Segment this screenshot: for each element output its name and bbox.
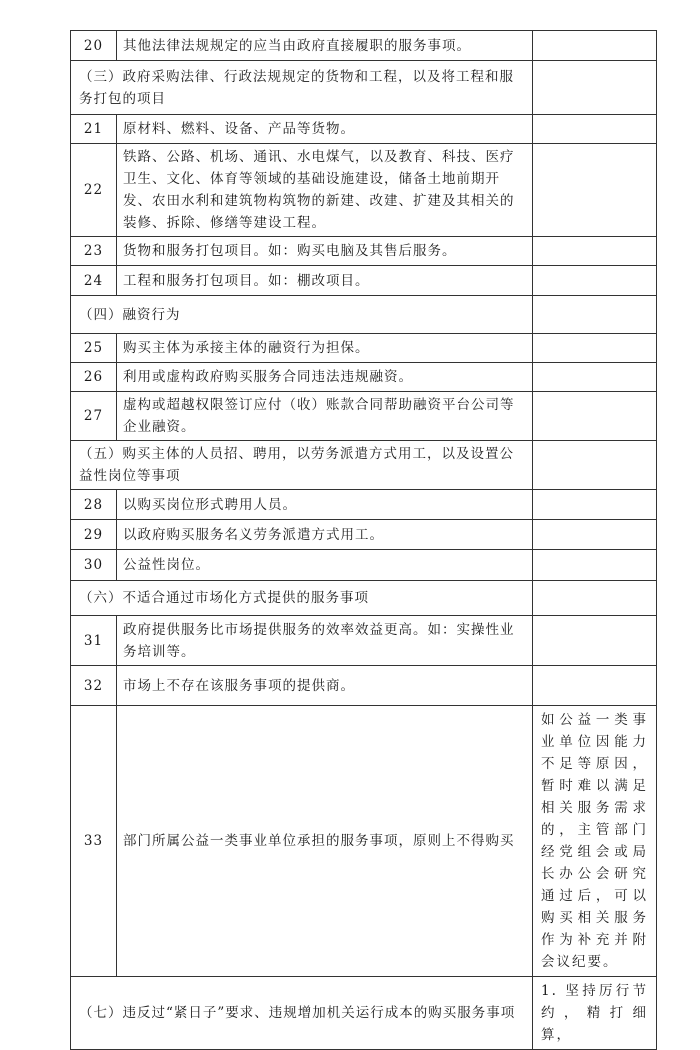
row-text: 公益性岗位。 [117,550,533,581]
section-heading: （三）政府采购法律、行政法规规定的货物和工程，以及将工程和服务打包的项目 [71,61,533,115]
row-number: 24 [71,266,117,296]
row-text: 购买主体为承接主体的融资行为担保。 [117,334,533,363]
section-row [71,581,657,616]
table-row [71,666,657,706]
table-row [71,115,657,144]
row-text: 虚构或超越权限签订应付（收）账款合同帮助融资平台公司等企业融资。 [117,392,533,441]
row-note [533,550,657,581]
row-note [533,115,657,144]
table-row [71,520,657,550]
row-note [533,334,657,363]
row-number: 26 [71,363,117,392]
row-text: 以政府购买服务名义劳务派遣方式用工。 [117,520,533,550]
table-row [71,550,657,581]
row-text: 利用或虚构政府购买服务合同违法违规融资。 [117,363,533,392]
section-row [71,296,657,334]
row-note [533,666,657,706]
row-text: 政府提供服务比市场提供服务的效率效益更高。如：实操性业务培训等。 [117,616,533,666]
row-note [533,616,657,666]
section-heading: （六）不适合通过市场化方式提供的服务事项 [71,581,533,616]
row-text: 部门所属公益一类事业单位承担的服务事项，原则上不得购买 [117,706,533,977]
row-note [533,490,657,520]
row-text: 铁路、公路、机场、通讯、水电煤气，以及教育、科技、医疗卫生、文化、体育等领域的基础设施建设，储备土地前期开发、农田水利和建筑物构筑物的新建、改建、扩建及其相关的装修、拆除、修缮等建设工程。 [117,144,533,237]
row-note [533,61,657,115]
table-row [71,237,657,266]
row-note [533,237,657,266]
row-note: 1. 坚持厉行节约，精打细算， [533,977,657,1050]
row-note [533,581,657,616]
table-row [71,490,657,520]
section-heading: （七）违反过“紧日子”要求、违规增加机关运行成本的购买服务事项 [71,977,533,1050]
table-row [71,31,657,61]
row-number: 23 [71,237,117,266]
table-row [71,616,657,666]
row-text: 以购买岗位形式聘用人员。 [117,490,533,520]
row-text: 货物和服务打包项目。如：购买电脑及其售后服务。 [117,237,533,266]
table-row [71,363,657,392]
row-text: 工程和服务打包项目。如：棚改项目。 [117,266,533,296]
section-heading: （五）购买主体的人员招、聘用，以劳务派遣方式用工，以及设置公益性岗位等事项 [71,441,533,490]
section-row [71,441,657,490]
section-heading: （四）融资行为 [71,296,533,334]
table-row [71,144,657,237]
row-number: 29 [71,520,117,550]
row-note [533,363,657,392]
service-items-table [70,30,657,1050]
row-note [533,31,657,61]
row-number: 20 [71,31,117,61]
row-number: 31 [71,616,117,666]
row-text: 其他法律法规规定的应当由政府直接履职的服务事项。 [117,31,533,61]
row-note [533,441,657,490]
row-number: 32 [71,666,117,706]
row-number: 30 [71,550,117,581]
row-number: 25 [71,334,117,363]
row-number: 21 [71,115,117,144]
row-note [533,520,657,550]
row-number: 22 [71,144,117,237]
section-row [71,977,657,1050]
table-row [71,334,657,363]
table-row [71,706,657,977]
row-note [533,392,657,441]
row-text: 原材料、燃料、设备、产品等货物。 [117,115,533,144]
row-number: 33 [71,706,117,977]
table-row [71,392,657,441]
row-number: 27 [71,392,117,441]
table-row [71,266,657,296]
row-text: 市场上不存在该服务事项的提供商。 [117,666,533,706]
section-row [71,61,657,115]
row-note: 如公益一类事业单位因能力不足等原因，暂时难以满足相关服务需求的，主管部门经党组会或局长办公会研究通过后，可以购买相关服务作为补充并附会议纪要。 [533,706,657,977]
row-number: 28 [71,490,117,520]
row-note [533,296,657,334]
row-note [533,144,657,237]
row-note [533,266,657,296]
